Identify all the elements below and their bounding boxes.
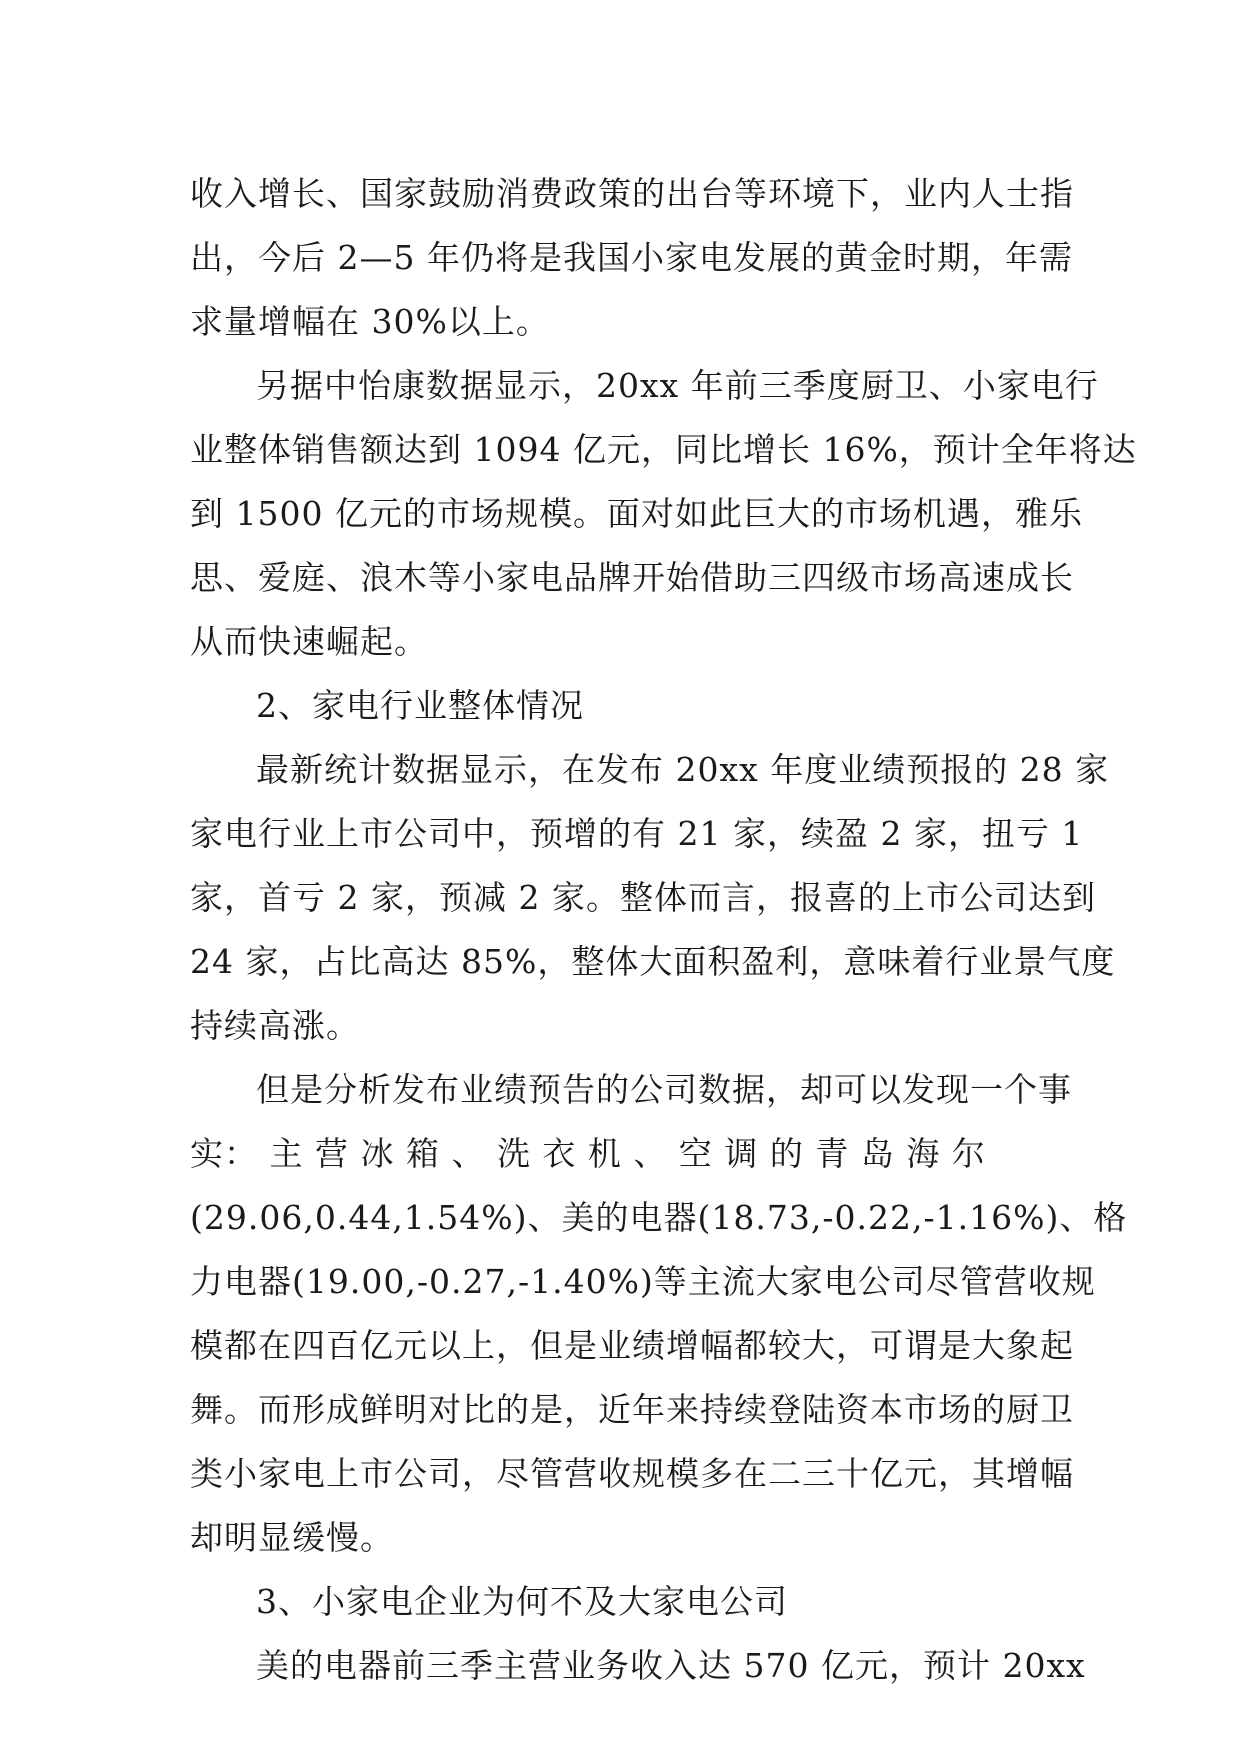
- text-line: 美的电器前三季主营业务收入达 570 亿元，预计 20xx: [256, 1646, 1086, 1685]
- text-line: 另据中怡康数据显示，20xx 年前三季度厨卫、小家电行: [256, 366, 1099, 405]
- section-heading: 3、小家电企业为何不及大家电公司: [256, 1582, 788, 1621]
- text-line: 思、爱庭、浪木等小家电品牌开始借助三四级市场高速成长: [190, 558, 1074, 597]
- document-page: [190, 162, 1137, 1698]
- text-line: 从而快速崛起。: [190, 622, 428, 661]
- text-line: 力电器(19.00,-0.27,-1.40%)等主流大家电公司尽管营收规: [190, 1262, 1096, 1301]
- text-line: 实： 主 营 冰 箱 、 洗 衣 机 、 空 调 的 青 岛 海 尔: [190, 1134, 986, 1173]
- text-line: 持续高涨。: [190, 1006, 360, 1045]
- text-line: 却明显缓慢。: [190, 1518, 394, 1557]
- text-line: 家电行业上市公司中，预增的有 21 家，续盈 2 家，扭亏 1: [190, 814, 1084, 853]
- text-line: 24 家，占比高达 85%，整体大面积盈利，意味着行业景气度: [190, 942, 1116, 981]
- text-line: 出，今后 2—5 年仍将是我国小家电发展的黄金时期，年需: [190, 238, 1073, 277]
- text-line: 但是分析发布业绩预告的公司数据，却可以发现一个事: [256, 1070, 1072, 1109]
- text-line: 到 1500 亿元的市场规模。面对如此巨大的市场机遇，雅乐: [190, 494, 1083, 533]
- text-line: 业整体销售额达到 1094 亿元，同比增长 16%，预计全年将达: [190, 430, 1137, 469]
- text-line: 家，首亏 2 家，预减 2 家。整体而言，报喜的上市公司达到: [190, 878, 1096, 917]
- text-line: 舞。而形成鲜明对比的是，近年来持续登陆资本市场的厨卫: [190, 1390, 1074, 1429]
- text-line: 最新统计数据显示，在发布 20xx 年度业绩预报的 28 家: [256, 750, 1110, 789]
- text-line: 收入增长、国家鼓励消费政策的出台等环境下，业内人士指: [190, 174, 1074, 213]
- text-line: 求量增幅在 30%以上。: [190, 302, 550, 341]
- text-line: (29.06,0.44,1.54%)、美的电器(18.73,-0.22,-1.16%)、格: [190, 1198, 1128, 1237]
- text-line: 类小家电上市公司，尽管营收规模多在二三十亿元，其增幅: [190, 1454, 1074, 1493]
- section-heading: 2、家电行业整体情况: [256, 686, 584, 725]
- text-line: 模都在四百亿元以上，但是业绩增幅都较大，可谓是大象起: [190, 1326, 1074, 1365]
